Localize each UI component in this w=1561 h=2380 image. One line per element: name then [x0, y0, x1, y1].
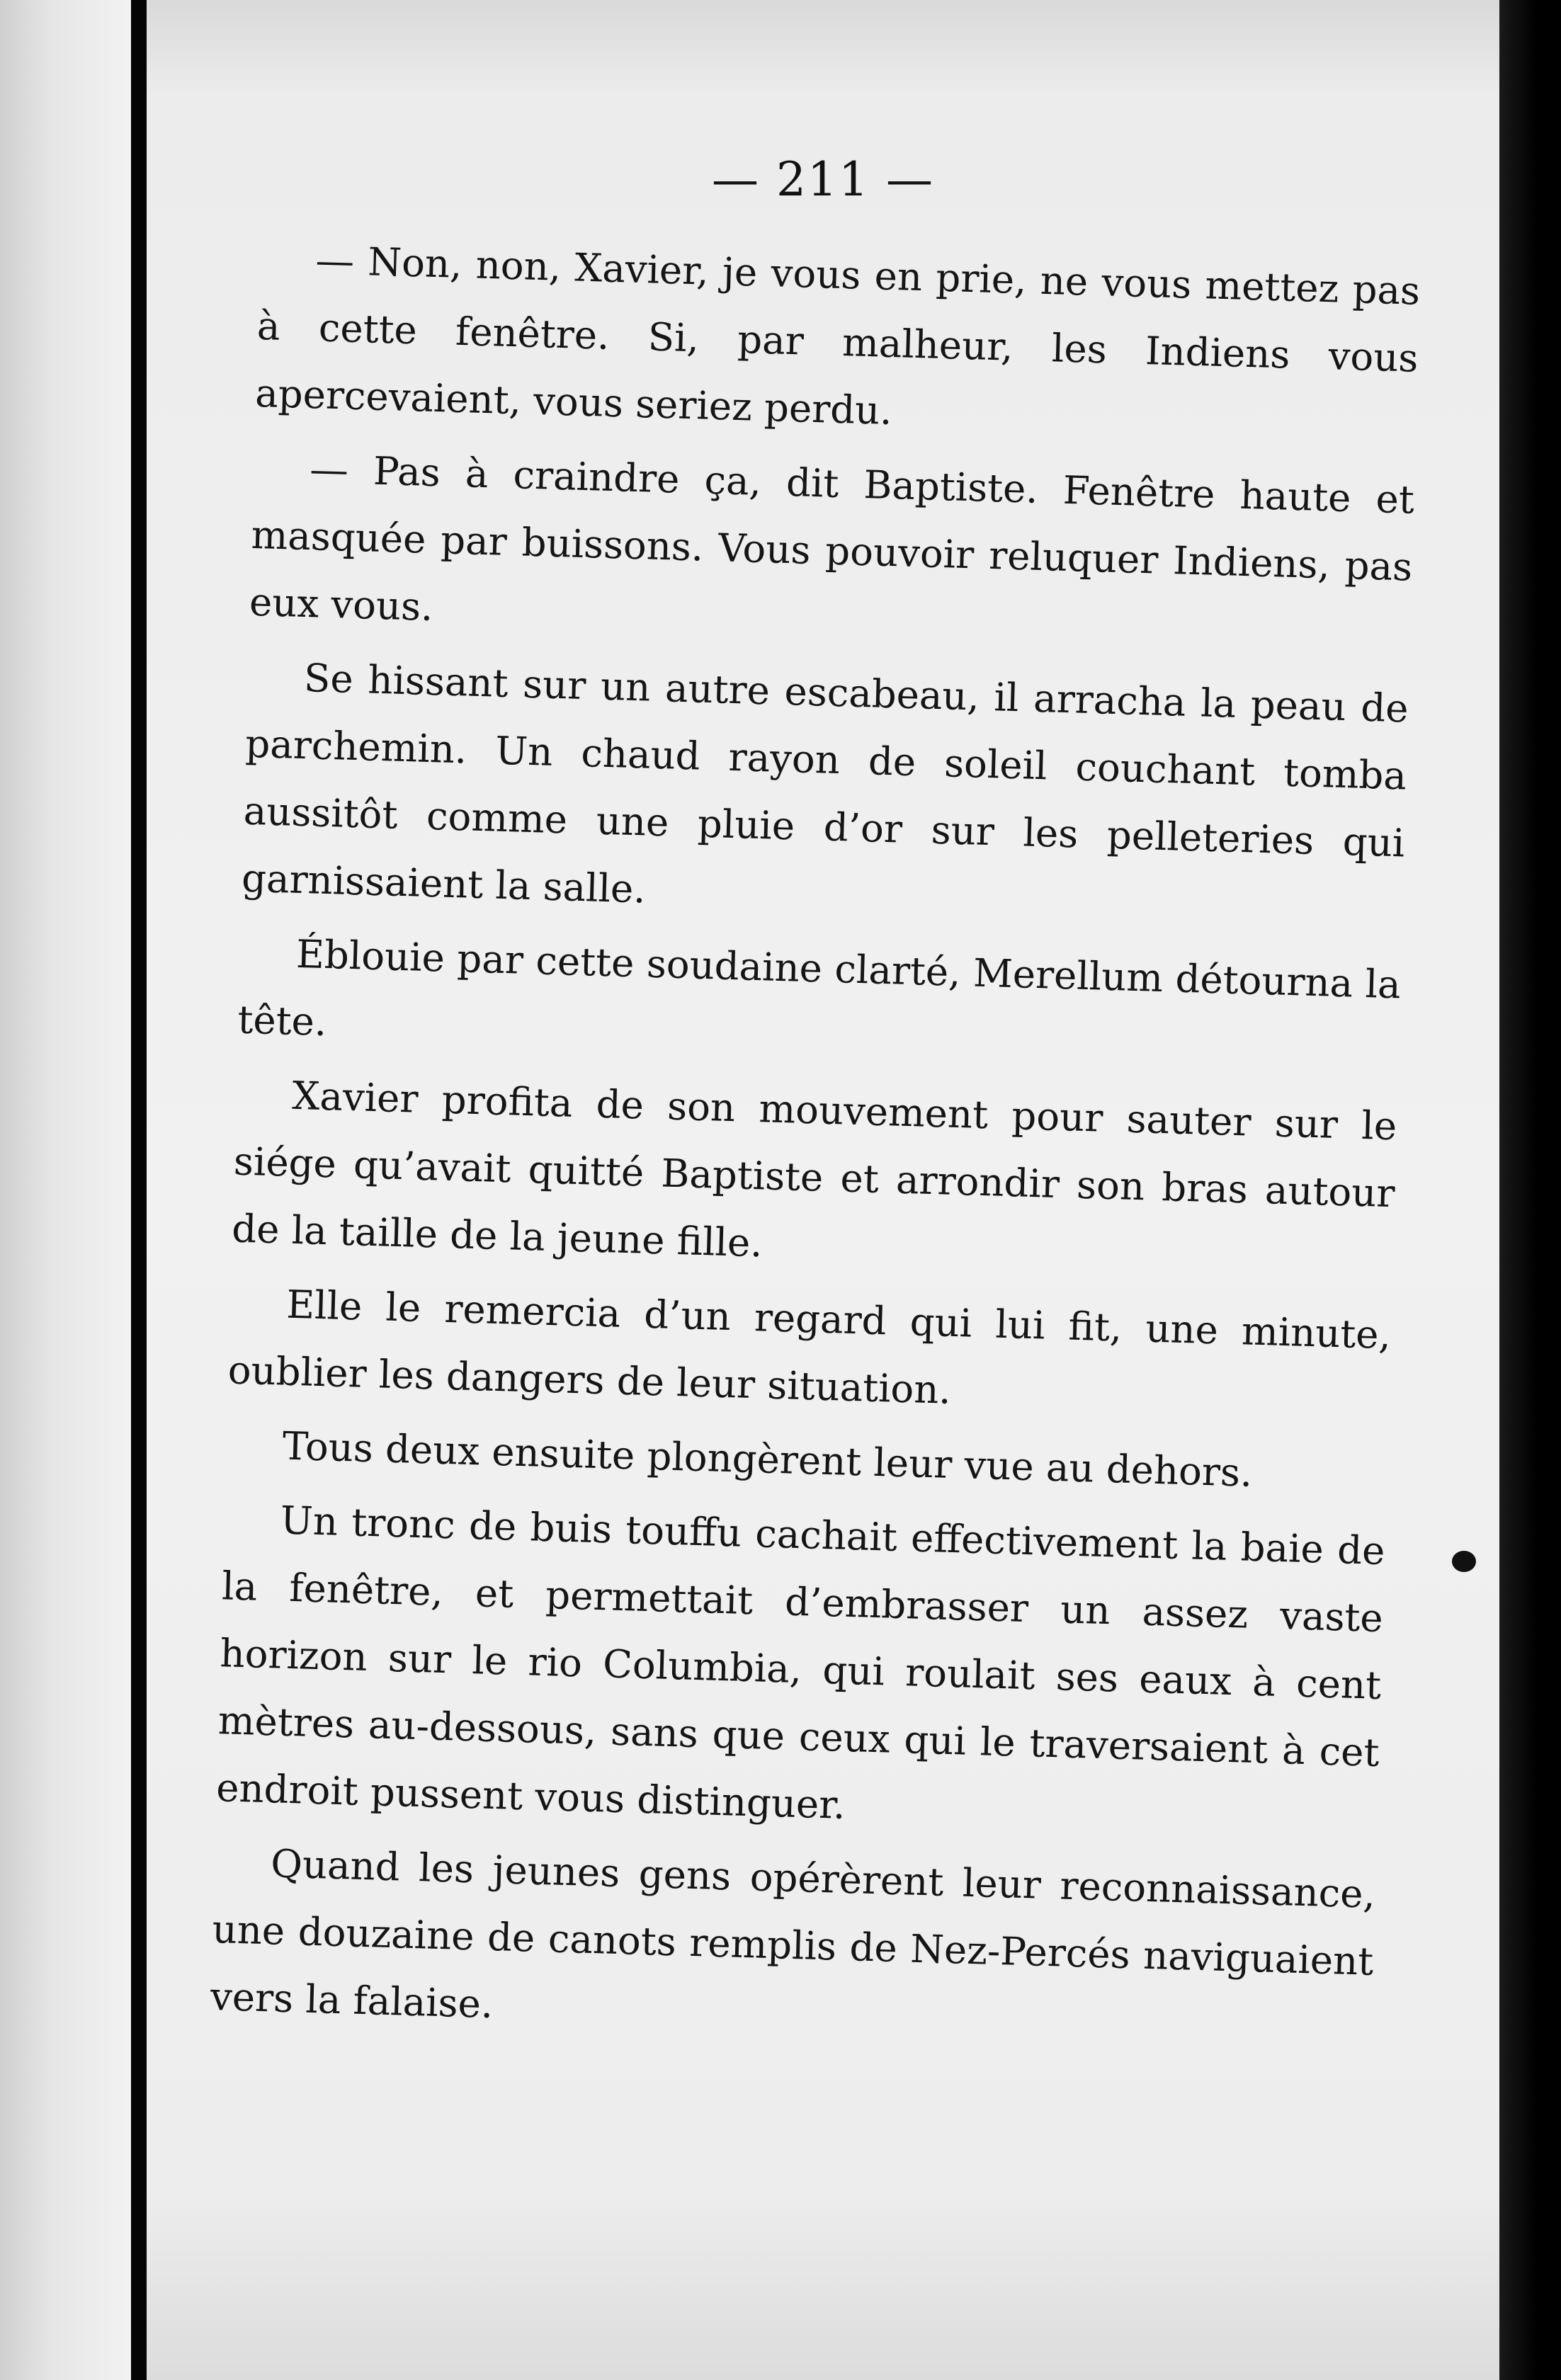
paragraph: — Pas à craindre ça, dit Baptiste. Fenêtre haute et masquée par buissons. Vous pouvoir reluquer Indiens, pas eux vous.: [249, 446, 1415, 630]
paragraph: — Non, non, Xavier, je vous en prie, ne vous mettez pas à cette fenêtre. Si, par malheur, les Indiens vous apercevaient, vous seriez perdu.: [254, 237, 1421, 434]
ink-blot: [1452, 1551, 1476, 1572]
page-number: — 211 —: [712, 152, 934, 207]
scan-right-edge: [1499, 0, 1561, 2380]
paragraph: Elle le remercia d’un regard qui lui fit, une minute, oublier les dangers de leur situation.: [227, 1281, 1392, 1413]
binding-gutter: [131, 0, 147, 2380]
paragraph: Éblouie par cette soudaine clarté, Merellum détourna la tête.: [237, 930, 1402, 1045]
paragraph: Quand les jeunes gens opérèrent leur reconnaissance, une douzaine de canots remplis de Nez-Percés naviguaient vers la falaise.: [210, 1840, 1376, 2027]
paragraph: Tous deux ensuite plongèrent leur vue au dehors.: [281, 1423, 1254, 1496]
paragraph: Se hissant sur un autre escabeau, il arracha la peau de parchemin. Un chaud rayon de soleil couchant tomba aussitôt comme une pluie d’or sur les pelleteries qui garnissaient la salle.: [241, 654, 1409, 912]
book-page: [147, 0, 1499, 2380]
body-text: [210, 225, 1421, 2070]
left-page-margin: [0, 0, 131, 2380]
paragraph: Un tronc de buis touffu cachait effectivement la baie de la fenêtre, et permettait d’embrasser un assez vaste horizon sur le rio Columbia, qui roulait ses eaux à cent mètres au-dessous, sans que ceux qui le traversaient à cet endroit pussent vous distinguer.: [215, 1497, 1386, 1828]
paragraph: Xavier profita de son mouvement pour sauter sur le siége qu’avait quitté Baptiste et arrondir son bras autour de la taille de la jeune fille.: [231, 1072, 1397, 1266]
